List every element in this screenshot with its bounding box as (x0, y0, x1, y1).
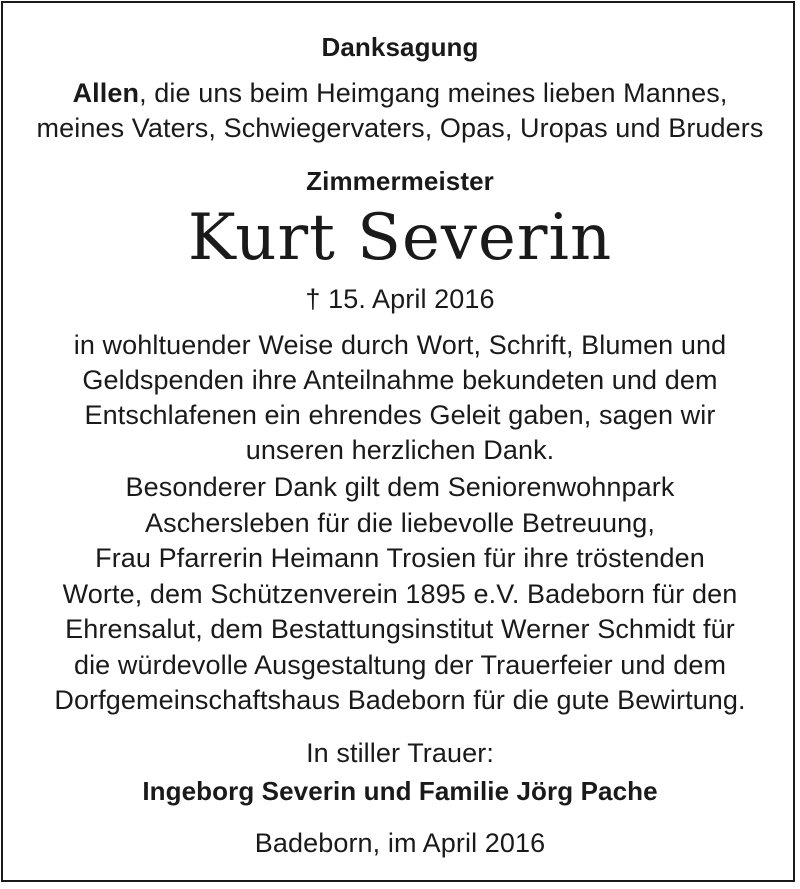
intro-bold-word: Allen (72, 78, 140, 108)
body-line: Entschlafenen ein ehrendes Geleit gaben, sagen wir (84, 400, 716, 430)
notice-heading: Danksagung (321, 32, 479, 62)
body-line: in wohltuender Weise durch Wort, Schrift, Blumen und (73, 330, 727, 360)
place-date: Badeborn, im April 2016 (254, 828, 546, 858)
death-date: † 15. April 2016 (305, 284, 495, 314)
intro-line-2: meines Vaters, Schwiegervaters, Opas, Uropas und Bruders (36, 113, 764, 143)
body-line: Ehrensalut, dem Bestattungsinstitut Werner Schmidt für (65, 614, 735, 644)
profession-title: Zimmermeister (306, 166, 494, 196)
body-line: Worte, dem Schützenverein 1895 e.V. Badeborn für den (62, 579, 738, 609)
signatories: Ingeborg Severin und Familie Jörg Pache (142, 776, 658, 806)
body-line: Besonderer Dank gilt dem Seniorenwohnpark (125, 472, 675, 502)
deceased-name: Kurt Severin (187, 201, 613, 275)
body-line: die würdevolle Ausgestaltung der Trauerfeier und dem (73, 650, 727, 680)
intro-line-1 (0, 76, 800, 110)
mourning-label: In stiller Trauer: (306, 738, 494, 768)
body-line: unseren herzlichen Dank. (245, 435, 555, 465)
intro-line-1-text: , die uns beim Heimgang meines lieben Mannes, (139, 78, 728, 108)
body-line: Geldspenden ihre Anteilnahme bekundeten und dem (82, 365, 718, 395)
body-line: Aschersleben für die liebevolle Betreuung, (144, 508, 655, 538)
body-line: Frau Pfarrerin Heimann Trosien für ihre tröstenden (95, 543, 705, 573)
body-line: Dorfgemeinschaftshaus Badeborn für die gute Bewirtung. (54, 685, 746, 715)
